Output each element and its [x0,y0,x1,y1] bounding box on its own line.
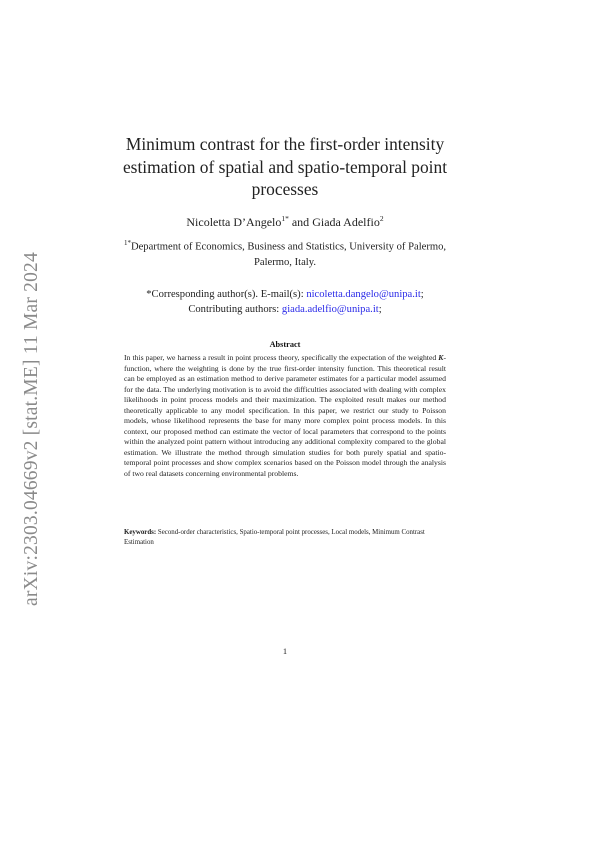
k-function-symbol: K [438,353,444,362]
keywords-label: Keywords: [124,529,157,536]
contributing-line [100,303,470,318]
corresponding-line [100,288,470,303]
corresponding-prefix: *Corresponding author(s). E-mail(s): [146,289,307,300]
keywords [124,528,446,547]
abstract-text-part: In this paper, we harness a result in point process theory, specifically the expectation of the weighted [124,353,439,362]
correspondence [100,288,470,317]
author-list [100,214,470,230]
paper-title: Minimum contrast for the first-order intensity estimation of spatial and spatio-temporal point processes [122,134,448,199]
author-name: Nicoletta D’Angelo [186,215,282,229]
arxiv-stamp-text: arXiv:2303.04669v2 [stat.ME] 11 Mar 2024 [21,252,42,606]
contributing-prefix: Contributing authors: [188,303,282,315]
abstract-heading: Abstract [269,340,301,349]
author-name: Giada Adelfio [312,215,380,229]
abstract-text-part: -function, where the weighting is done by the true first-order intensity function. This theoretical result can be employed as an estimation method to derive parameter estimates for a particular model assumed for the data. The underlying motivation is to avoid the difficulties associated with dealing with complex likelihoods in point process models and their maximization. The exploited result makes our method theoretically applicable to any model specification. In this paper, we restrict our study to Poisson models, whose likelihood represents the base for many more complex point process models. In this context, our proposed method can estimate the vector of local parameters that correspond to the points within the analyzed point pattern without introducing any additional complexity compared to the global estimation. We illustrate the method through simulation studies for both purely spatial and spatio-temporal point processes and show complex scenarios based on the Poisson model through the analysis of two real datasets concerning environmental problems. [124,353,446,479]
contributing-email-link[interactable]: giada.adelfio@unipa.it [281,303,379,315]
corresponding-email-link[interactable]: nicoletta.dangelo@unipa.it [306,289,421,300]
author-affiliation-mark: 1* [281,214,289,223]
page-number: 1 [282,646,288,656]
arxiv-stamp [14,238,50,620]
author-affiliation-mark: 2 [379,214,384,223]
affiliation [110,236,460,271]
corresponding-suffix: ; [420,289,424,300]
contributing-suffix: ; [378,303,382,315]
author-conjunction: and [288,215,313,229]
abstract-text [124,353,446,480]
affiliation-mark: 1* [123,239,131,247]
affiliation-text: Department of Economics, Business and Statistics, University of Palermo, Palermo, Italy. [130,241,447,269]
keywords-text: Second-order characteristics, Spatio-temporal point processes, Local models, Minimum Contrast Estimation [124,529,425,546]
